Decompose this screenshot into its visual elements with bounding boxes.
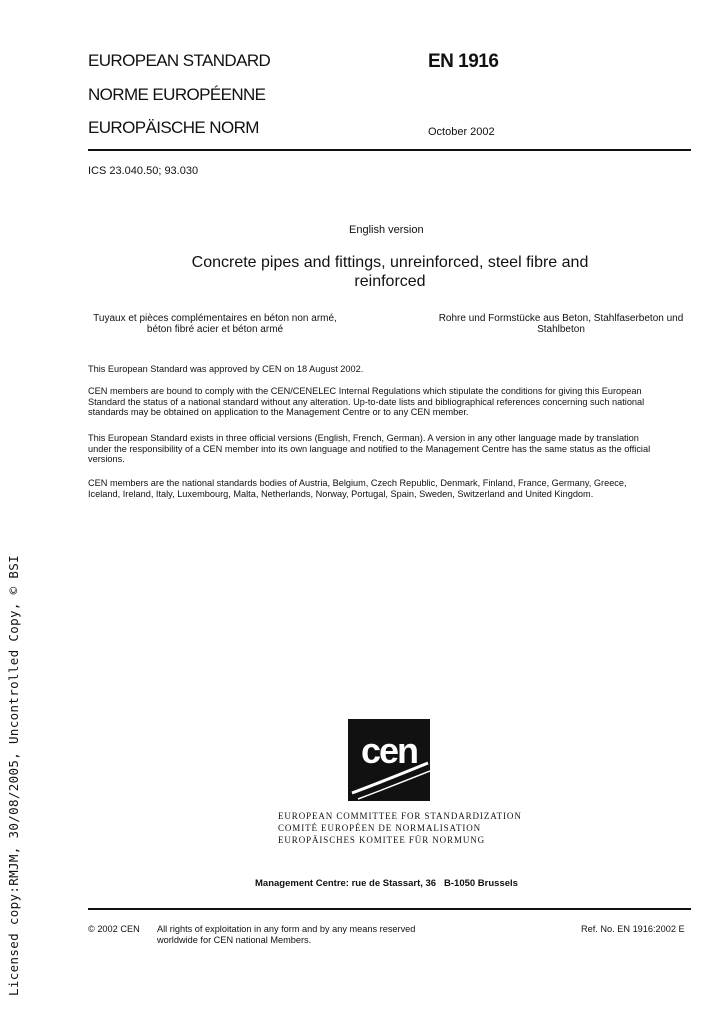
publication-date: October 2002 (428, 126, 495, 138)
cen-logo (348, 719, 430, 801)
committee-de: EUROPÄISCHES KOMITEE FÜR NORMUNG (278, 835, 486, 845)
standard-number: EN 1916 (428, 51, 499, 72)
versions-line1: This European Standard exists in three official versions (English, French, German). A version in any other language made by translation (88, 433, 639, 443)
main-title-line1: Concrete pipes and fittings, unreinforced, steel fibre and (191, 254, 589, 271)
approval-paragraph: This European Standard was approved by CEN on 18 August 2002. (88, 364, 364, 374)
rights-line1: All rights of exploitation in any form and by any means reserved (157, 924, 416, 934)
french-title (80, 313, 350, 335)
committee-en: EUROPEAN COMMITTEE FOR STANDARDIZATION (278, 811, 522, 821)
committee-fr: COMITÉ EUROPÉEN DE NORMALISATION (278, 823, 482, 833)
main-title (120, 253, 660, 291)
compliance-line2: Standard the status of a national standard without any alteration. Up-to-date lists and bibliographical references concerning such national (88, 396, 645, 407)
title-europaische-norm: EUROPÄISCHE NORM (88, 118, 259, 137)
versions-line2: under the responsibility of a CEN member into its own language and notified to the Management Centre has the same status as the official (88, 443, 651, 454)
header-rule (88, 149, 691, 151)
rights-statement (157, 924, 415, 945)
main-title-line2: reinforced (354, 273, 426, 290)
french-title-line2: béton fibré acier et béton armé (146, 324, 284, 335)
license-stamp: Licensed copy:RMJM, 30/08/2005, Uncontrolled Copy, © BSI (6, 554, 21, 996)
rights-line2: worldwide for CEN national Members. (157, 934, 312, 945)
ics-code: ICS 23.040.50; 93.030 (88, 165, 199, 177)
footer-rule (88, 908, 691, 910)
reference-number: Ref. No. EN 1916:2002 E (581, 924, 685, 934)
german-title-line2: Stahlbeton (537, 324, 585, 335)
copyright: © 2002 CEN (88, 924, 140, 934)
versions-paragraph (88, 433, 650, 465)
compliance-line1: CEN members are bound to comply with the CEN/CENELEC Internal Regulations which stipulate the conditions for giving this European (88, 386, 642, 396)
compliance-paragraph (88, 386, 644, 418)
title-european-standard: EUROPEAN STANDARD (88, 51, 271, 70)
members-line1: CEN members are the national standards bodies of Austria, Belgium, Czech Republic, Denmark, Finland, France, Germany, Greece, (88, 478, 627, 488)
french-title-line1: Tuyaux et pièces complémentaires en béton non armé, (93, 313, 337, 324)
management-centre-address: Management Centre: rue de Stassart, 36 B-1050 Brussels (255, 878, 518, 889)
versions-line3: versions. (88, 454, 125, 465)
members-paragraph (88, 478, 627, 499)
cen-logo-graphic (348, 719, 430, 801)
german-title-line1: Rohre und Formstücke aus Beton, Stahlfaserbeton und (438, 313, 684, 324)
cen-logo-text: cen (360, 730, 418, 771)
members-line2: Iceland, Ireland, Italy, Luxembourg, Malta, Netherlands, Norway, Portugal, Spain, Sweden, Switzerland and United Kingdom. (88, 488, 594, 499)
version-label: English version (349, 224, 424, 236)
title-norme-europeenne: NORME EUROPÉENNE (88, 85, 266, 104)
compliance-line3: standards may be obtained on application to the Management Centre or to any CEN member. (88, 407, 469, 418)
german-title (420, 313, 702, 335)
committee-names (278, 810, 522, 846)
